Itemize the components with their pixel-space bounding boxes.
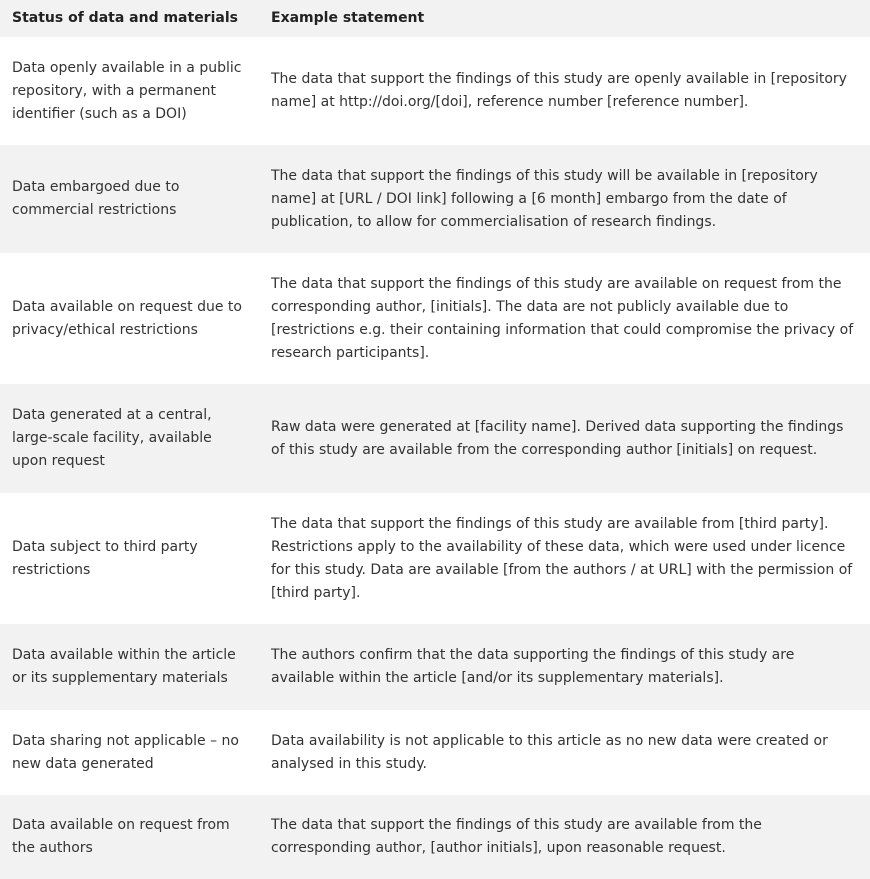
statement-cell: Raw data were generated at [facility name]. Derived data supporting the findings of this study are available from the corresponding author [initials] on request.	[271, 418, 844, 458]
status-cell: Data openly available in a public repository, with a permanent identifier (such as a DOI)	[12, 59, 242, 122]
statement-cell: The data that support the findings of this study will be available in [repository name] at [URL / DOI link] following a [6 month] embargo from the date of publication, to allow for commercialisation of research findings.	[271, 167, 818, 230]
table-row	[0, 253, 870, 384]
statement-cell: The data that support the findings of this study are available from [third party]. Restrictions apply to the availability of these data, which were used under licence for this study. Data are available [from the authors / at URL] with the permission of [third party].	[271, 515, 853, 601]
table-row	[0, 710, 870, 795]
statement-cell: The authors confirm that the data supporting the findings of this study are available within the article [and/or its supplementary materials].	[271, 647, 795, 686]
statement-cell: The data that support the findings of this study are openly available in [repository name] at http://doi.org/[doi], reference number [reference number].	[271, 71, 847, 110]
header-status: Status of data and materials	[12, 10, 238, 26]
status-cell: Data generated at a central, large-scale facility, available upon request	[12, 407, 212, 469]
table-row	[0, 795, 870, 879]
table-header	[0, 0, 870, 37]
table-row	[0, 493, 870, 624]
header-row	[0, 0, 870, 37]
statement-cell: Data availability is not applicable to this article as no new data were created or analysed in this study.	[271, 732, 828, 772]
table-row	[0, 384, 870, 493]
table-row	[0, 37, 870, 145]
statement-cell: The data that support the findings of this study are available from the corresponding author, [author initials], upon reasonable request.	[271, 817, 762, 856]
status-cell: Data subject to third party restrictions	[12, 538, 198, 578]
status-cell: Data available on request due to privacy/ethical restrictions	[12, 298, 242, 338]
table-body	[0, 37, 870, 879]
table-row	[0, 145, 870, 253]
status-cell: Data sharing not applicable – no new data generated	[12, 732, 239, 772]
status-cell: Data available on request from the authors	[12, 817, 230, 856]
status-cell: Data available within the article or its supplementary materials	[12, 647, 236, 686]
header-statement: Example statement	[271, 10, 425, 26]
status-cell: Data embargoed due to commercial restrictions	[12, 179, 180, 218]
statement-cell: The data that support the findings of this study are available on request from the corresponding author, [initials]. The data are not publicly available due to [restrictions e.g. their containing information that could compromise the privacy of research participants].	[271, 275, 854, 361]
table-row	[0, 624, 870, 710]
